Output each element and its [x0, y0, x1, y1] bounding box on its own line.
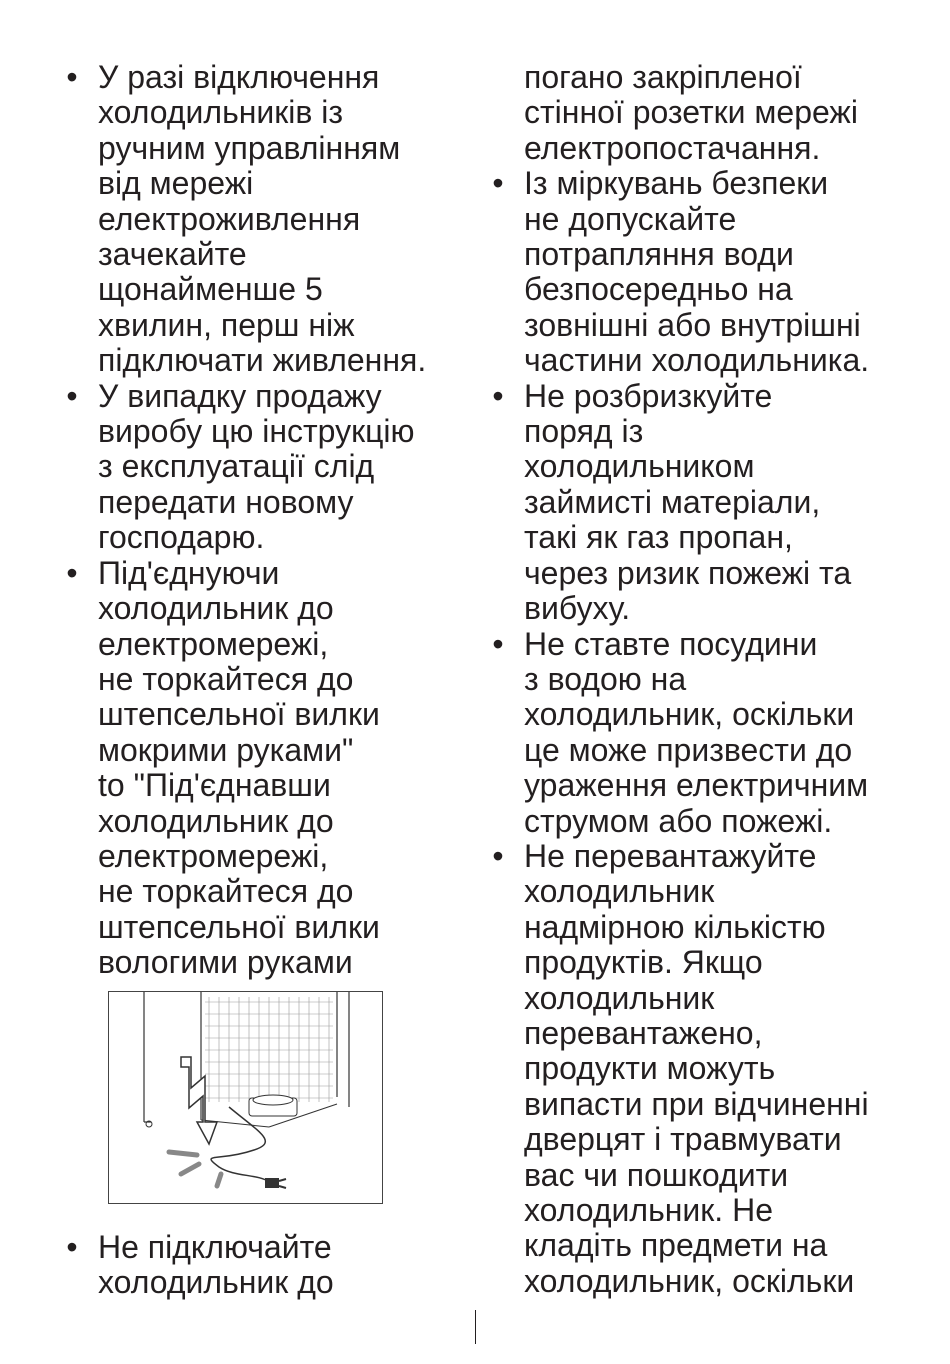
wet-plug-warning-illustration	[108, 991, 383, 1204]
list-item-inner	[62, 1230, 462, 1301]
refrigerator-plug-icon	[109, 992, 382, 1203]
list-item-text: Під'єднуючи холодильник до електромережі, не торкайтеся до штепсельної вилки мокрими руками" to "Під'єднавши холодильник до електромережі, не торкайтеся до штепсельної вилки вологими руками	[98, 554, 380, 981]
list-item	[488, 166, 908, 378]
bullet: •	[492, 377, 504, 414]
list-item	[62, 379, 462, 556]
list-item-text: У разі відключення холодильників із ручним управлінням від мережі електроживлення зачекайте щонайменше 5 хвилин, перш ніж підключати живлення.	[98, 59, 427, 379]
list-item	[62, 556, 462, 981]
list-item-text: Із міркувань безпеки не допускайте потрапляння води безпосередньо на зовнішні або внутрішні частини холодильника.	[524, 165, 870, 379]
left-column	[62, 60, 462, 981]
list-item-text: Не перевантажуйте холодильник надмірною кількістю продуктів. Якщо холодильник перевантажено, продукти можуть випасти при відчиненні дверцят і травмувати вас чи пошкодити холодильник. Не кладіть предмети на холодильник, оскільки	[524, 837, 869, 1299]
right-column	[488, 60, 908, 1299]
list-item	[488, 379, 908, 627]
bullet: •	[492, 625, 504, 662]
list-item-text: Не розбризкуйте поряд із холодильником займисті матеріали, такі як газ пропан, через ризик пожежі та вибуху.	[524, 377, 852, 627]
list-item-text: Не підключайте холодильник до	[98, 1229, 334, 1301]
list-item	[62, 1230, 462, 1301]
bullet: •	[492, 165, 504, 202]
bullet: •	[492, 837, 504, 874]
bullet: •	[66, 377, 78, 414]
bullet: •	[66, 1229, 78, 1265]
page-divider	[475, 1310, 476, 1344]
bullet: •	[66, 59, 78, 95]
continued-text: погано закріпленої стінної розетки мережі електропостачання.	[524, 59, 858, 166]
list-item	[488, 627, 908, 839]
list-item-text: Не ставте посудини з водою на холодильник, оскільки це може призвести до ураження електричним струмом або пожежі.	[524, 625, 869, 839]
list-item	[488, 839, 908, 1299]
list-item	[62, 60, 462, 379]
list-item-text: У випадку продажу виробу цю інструкцію з експлуатації слід передати новому господарю.	[98, 377, 415, 556]
bullet: •	[66, 554, 78, 591]
